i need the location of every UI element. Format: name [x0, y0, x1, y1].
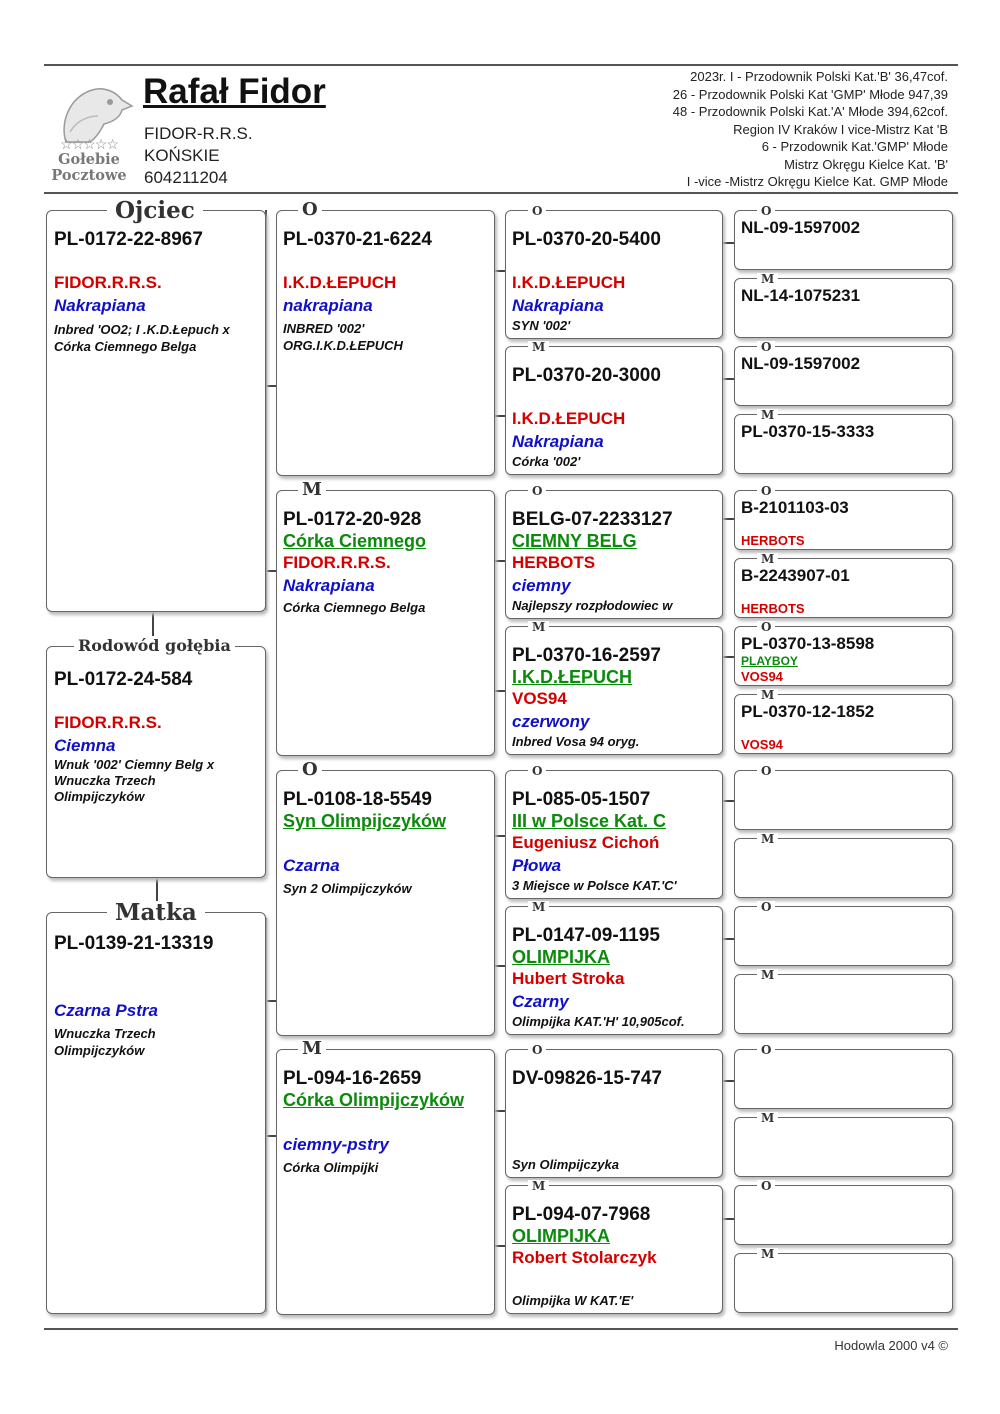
father-breeder: FIDOR.R.R.S.	[54, 273, 162, 292]
gen2-card[interactable]	[276, 210, 495, 476]
gen2-card[interactable]	[276, 1049, 495, 1315]
pigeon-note: SYN '002'	[512, 318, 571, 333]
pigeon-color: nakrapiana	[283, 296, 373, 315]
pigeon-note: ORG.I.K.D.ŁEPUCH	[283, 338, 403, 353]
gen4-empty-card[interactable]	[734, 974, 953, 1034]
sex-label-m: M	[528, 1180, 549, 1192]
pigeon-breeder: Hubert Stroka	[512, 969, 625, 988]
gen4-card[interactable]	[734, 210, 953, 270]
father-note: Inbred 'OO2; I .K.D.Łepuch x	[54, 322, 230, 337]
pigeon-ring: PL-085-05-1507	[512, 789, 651, 810]
pigeon-name: Córka Olimpijczyków	[283, 1090, 465, 1110]
owner-city: KOŃSKIE	[144, 146, 220, 165]
pigeon-name: OLIMPIJKA	[512, 1226, 611, 1246]
sex-label-m: M	[757, 1248, 778, 1260]
gen4-card[interactable]	[734, 490, 953, 550]
gen2-card[interactable]	[276, 770, 495, 1036]
pedigree-label: Rodowód gołębia	[74, 638, 235, 654]
pigeon-color: Nakrapiana	[283, 576, 375, 595]
connector	[152, 612, 154, 636]
pigeon-ring: PL-0108-18-5549	[283, 789, 432, 810]
pigeon-ring: PL-0370-15-3333	[741, 422, 875, 441]
pigeon-breeder: HERBOTS	[741, 533, 805, 548]
pigeon-note: Córka Olimpijki	[283, 1160, 379, 1175]
gen3-card[interactable]	[505, 490, 723, 619]
loft-name: FIDOR-R.R.S.	[144, 124, 253, 143]
pigeon-name: OLIMPIJKA	[512, 947, 611, 967]
connector	[722, 378, 734, 380]
pigeon-name: CIEMNY BELG	[512, 531, 637, 551]
mother-color: Czarna Pstra	[54, 1001, 158, 1020]
pigeon-breeder: Eugeniusz Cichoń	[512, 833, 660, 852]
gen4-empty-card[interactable]	[734, 838, 953, 898]
sex-label-o: O	[528, 205, 546, 217]
mother-ring: PL-0139-21-13319	[54, 933, 214, 954]
sex-label-o: O	[298, 761, 322, 779]
father-card[interactable]	[46, 210, 266, 612]
sex-label-o: O	[298, 201, 322, 219]
sex-label-o: O	[757, 621, 775, 633]
pigeon-color: Czarny	[512, 992, 569, 1011]
pigeon-breeder: FIDOR.R.R.S.	[283, 553, 391, 572]
sex-label-o: O	[757, 1044, 775, 1056]
subject-card[interactable]	[46, 646, 266, 878]
father-ring: PL-0172-22-8967	[54, 229, 203, 250]
sex-label-m: M	[528, 621, 549, 633]
mother-label: Matka	[107, 901, 205, 925]
sex-label-o: O	[757, 1180, 775, 1192]
pigeon-note: Syn 2 Olimpijczyków	[283, 881, 412, 896]
connector	[722, 242, 734, 244]
pigeon-name: III w Polsce Kat. C	[512, 811, 667, 831]
achievement: Region IV Kraków I vice-Mistrz Kat 'B	[733, 121, 948, 137]
sex-label-m: M	[528, 341, 549, 353]
gen4-empty-card[interactable]	[734, 906, 953, 966]
pigeon-ring: PL-0370-12-1852	[741, 702, 875, 721]
pigeon-color: Czarna	[283, 856, 340, 875]
gen2-card[interactable]	[276, 490, 495, 756]
pigeon-ring: PL-0370-21-6224	[283, 229, 432, 250]
pigeon-ring: B-2101103-03	[741, 498, 849, 517]
sex-label-m: M	[757, 689, 778, 701]
pigeon-breeder: HERBOTS	[741, 601, 805, 616]
pigeon-note: Najlepszy rozpłodowiec w	[512, 598, 673, 613]
sex-label-o: O	[757, 485, 775, 497]
gen4-card[interactable]	[734, 694, 953, 754]
footer-rule	[44, 1328, 958, 1330]
pigeon-breeder: HERBOTS	[512, 553, 596, 572]
pigeon-ring: PL-094-07-7968	[512, 1204, 651, 1225]
pigeon-ring: NL-09-1597002	[741, 354, 861, 373]
sex-label-o: O	[757, 341, 775, 353]
pigeon-note: Córka Ciemnego Belga	[283, 600, 426, 615]
sex-label-m: M	[757, 969, 778, 981]
pigeon-note: Olimpijka W KAT.'E'	[512, 1293, 634, 1308]
connector	[722, 800, 734, 802]
subject-color: Ciemna	[54, 736, 116, 755]
pigeon-ring: PL-0370-13-8598	[741, 634, 875, 653]
pigeon-note: Inbred Vosa 94 oryg.	[512, 734, 640, 749]
pigeon-ring: PL-094-16-2659	[283, 1068, 422, 1089]
pigeon-breeder: Robert Stolarczyk	[512, 1248, 657, 1267]
father-label: Ojciec	[107, 199, 203, 223]
subject-note: Wnuk '002' Ciemny Belg x	[54, 757, 215, 772]
mother-note: Olimpijczyków	[54, 1043, 145, 1058]
pigeon-breeder: VOS94	[512, 689, 567, 708]
sex-label-m: M	[757, 409, 778, 421]
connector	[722, 656, 734, 658]
connector	[722, 1218, 734, 1220]
gen3-card[interactable]	[505, 210, 723, 339]
pigeon-note: Olimpijka KAT.'H' 10,905cof.	[512, 1014, 685, 1029]
subject-note: Olimpijczyków	[54, 789, 145, 804]
connector	[722, 938, 734, 940]
pigeon-ring: PL-0370-16-2597	[512, 645, 661, 666]
pigeon-breeder: I.K.D.ŁEPUCH	[512, 273, 626, 292]
top-rule	[44, 64, 958, 66]
gen3-card[interactable]	[505, 626, 723, 755]
gen4-card[interactable]	[734, 558, 953, 618]
father-note: Córka Ciemnego Belga	[54, 339, 197, 354]
sex-label-m: M	[757, 553, 778, 565]
sex-label-o: O	[528, 1044, 546, 1056]
connector	[722, 518, 734, 520]
sex-label-m: M	[298, 481, 326, 499]
gen4-empty-card[interactable]	[734, 1185, 953, 1245]
gen3-card[interactable]	[505, 1049, 723, 1178]
footer-credit: Hodowla 2000 v4 ©	[834, 1338, 948, 1353]
subject-breeder: FIDOR.R.R.S.	[54, 713, 162, 732]
father-color: Nakrapiana	[54, 296, 146, 315]
achievement: 2023r. I - Przodownik Polski Kat.'B' 36,47cof.	[690, 69, 948, 84]
gen3-card[interactable]	[505, 770, 723, 899]
pigeon-color: Płowa	[512, 856, 562, 875]
pigeon-color: Nakrapiana	[512, 296, 604, 315]
pigeon-ring: PL-0172-20-928	[283, 509, 422, 530]
subject-ring: PL-0172-24-584	[54, 669, 193, 690]
achievement: I -vice -Mistrz Okręgu Kielce Kat. GMP Młode	[686, 174, 948, 189]
connector	[722, 1080, 734, 1082]
pigeon-ring: PL-0147-09-1195	[512, 925, 660, 946]
gen4-card[interactable]	[734, 346, 953, 406]
gen3-card[interactable]	[505, 346, 723, 475]
owner-phone: 604211204	[144, 168, 228, 187]
pigeon-ring: B-2243907-01	[741, 566, 850, 585]
sex-label-m: M	[757, 1112, 778, 1124]
pigeon-ring: PL-0370-20-3000	[512, 365, 661, 386]
achievement: 26 - Przodownik Polski Kat 'GMP' Młode 947,39	[672, 86, 948, 102]
pigeon-breeder: I.K.D.ŁEPUCH	[512, 409, 626, 428]
pigeon-ring: DV-09826-15-747	[512, 1068, 662, 1089]
achievement: 48 - Przodownik Polski Kat.'A' Młode 394,62cof.	[672, 104, 948, 119]
gen4-empty-card[interactable]	[734, 1253, 953, 1313]
achievement: 6 - Przodownik Kat.'GMP' Młode	[761, 139, 948, 154]
pigeon-color: czerwony	[512, 712, 590, 731]
pigeon-name: Córka Ciemnego	[283, 531, 427, 551]
pigeon-ring: BELG-07-2233127	[512, 509, 673, 530]
pigeon-ring: NL-09-1597002	[741, 218, 861, 237]
gen4-empty-card[interactable]	[734, 1117, 953, 1177]
sex-label-m: M	[298, 1040, 326, 1058]
sex-label-o: O	[528, 765, 546, 777]
pigeon-ring: NL-14-1075231	[741, 286, 861, 305]
gen3-card[interactable]	[505, 906, 723, 1035]
pigeon-breeder: VOS94	[741, 737, 783, 752]
pigeon-note: Syn Olimpijczyka	[512, 1157, 619, 1172]
sex-label-o: O	[757, 205, 775, 217]
header-rule	[44, 192, 958, 194]
mother-note: Wnuczka Trzech	[54, 1026, 156, 1041]
pigeon-color: ciemny	[512, 576, 571, 595]
pigeon-color: Nakrapiana	[512, 432, 604, 451]
mother-card[interactable]	[46, 912, 266, 1314]
achievement: Mistrz Okręgu Kielce Kat. 'B'	[784, 156, 948, 172]
pigeon-ring: PL-0370-20-5400	[512, 229, 661, 250]
pigeon-name: PLAYBOY	[741, 654, 798, 668]
pigeon-breeder: I.K.D.ŁEPUCH	[283, 273, 397, 292]
gen4-card[interactable]	[734, 414, 953, 474]
sex-label-m: M	[528, 901, 549, 913]
sex-label-m: M	[757, 273, 778, 285]
logo-stars: ☆☆☆☆☆	[60, 136, 118, 152]
achievements-list	[673, 68, 948, 191]
pigeon-name: Syn Olimpijczyków	[283, 811, 447, 831]
gen4-empty-card[interactable]	[734, 770, 953, 830]
gen3-card[interactable]	[505, 1185, 723, 1314]
pigeon-breeder: VOS94	[741, 669, 783, 684]
subject-note: Wnuczka Trzech	[54, 773, 156, 788]
sex-label-o: O	[757, 901, 775, 913]
sex-label-o: O	[528, 485, 546, 497]
pigeon-name: I.K.D.ŁEPUCH	[512, 667, 633, 687]
pigeon-note: INBRED '002'	[283, 321, 365, 336]
pigeon-color: ciemny-pstry	[283, 1135, 389, 1154]
pigeon-note: Córka '002'	[512, 454, 581, 469]
sex-label-m: M	[757, 833, 778, 845]
sex-label-o: O	[757, 765, 775, 777]
gen4-empty-card[interactable]	[734, 1049, 953, 1109]
pigeon-note: 3 Miejsce w Polsce KAT.'C'	[512, 878, 677, 893]
logo-text: Gołebie Pocztowe	[51, 151, 127, 184]
gen4-card[interactable]	[734, 626, 953, 686]
owner-name: Rafał Fidor	[143, 72, 326, 111]
gen4-card[interactable]	[734, 278, 953, 338]
